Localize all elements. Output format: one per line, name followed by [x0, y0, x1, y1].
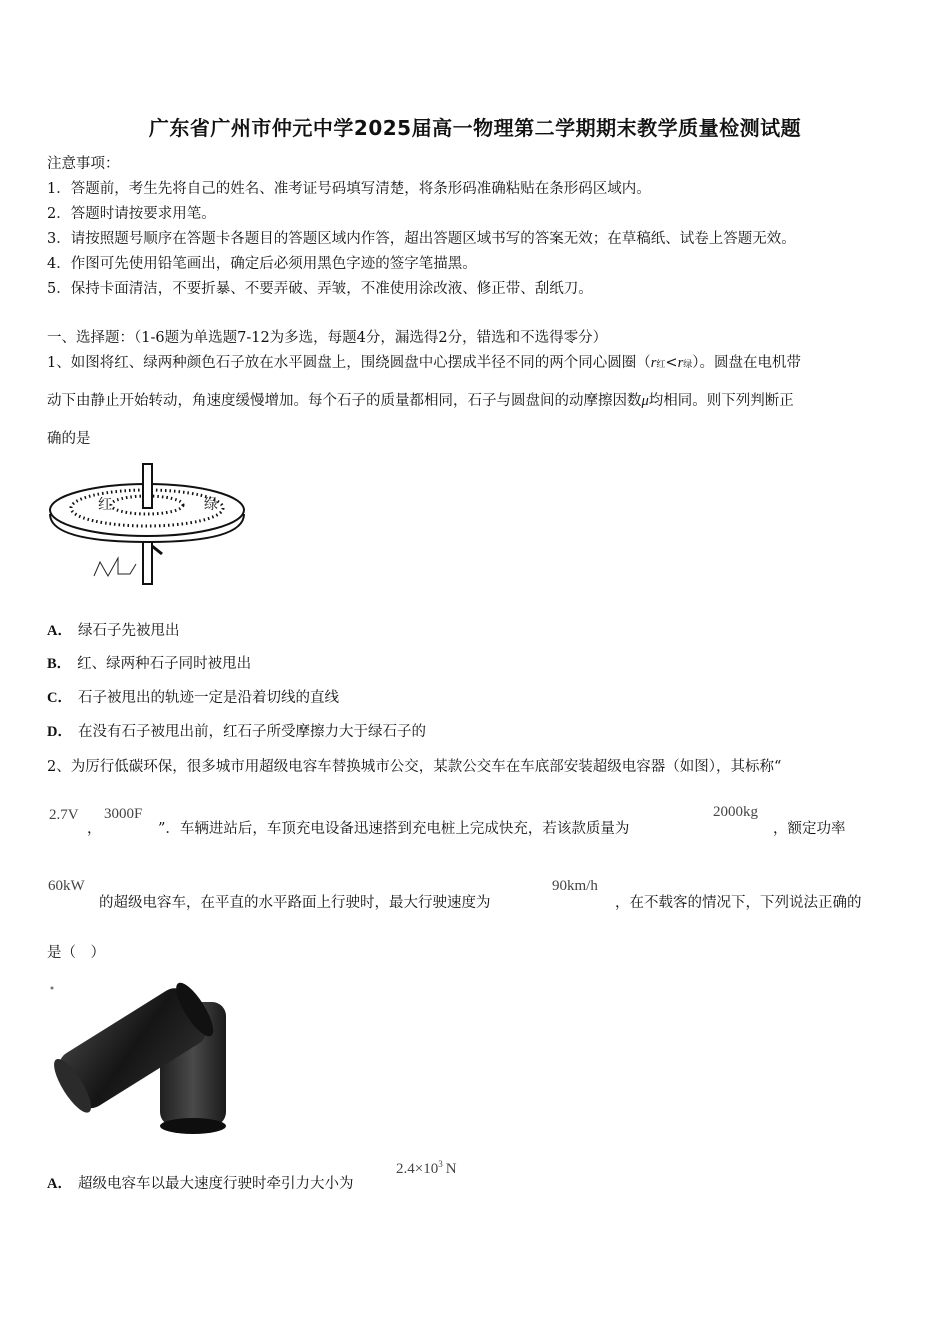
- shaft-mark: [152, 546, 162, 554]
- label-red: 红: [98, 497, 112, 513]
- option-letter: B．: [47, 656, 72, 672]
- q2-line-2b: ，额定功率: [773, 821, 846, 837]
- capacitor-figure: [48, 970, 234, 1136]
- speed-value: 90km/h: [552, 878, 598, 894]
- q2-option-a[interactable]: [47, 1172, 353, 1193]
- capacitance-value: 3000F: [104, 806, 143, 822]
- notice-item-1: 1．答题前，考生先将自己的姓名、准考证号码填写清楚，将条形码准确粘贴在条形码区域内。: [47, 181, 651, 197]
- q2-line-3a: 的超级电容车，在平直的水平路面上行驶时，最大行驶速度为: [99, 895, 491, 911]
- force-unit: N: [445, 1161, 457, 1177]
- q1-text-a: 1、如图将红、绿两种颜色石子放在水平圆盘上，围绕圆盘中心摆成半径不同的两个同心圆圈（: [47, 355, 651, 371]
- option-letter: A．: [47, 623, 72, 639]
- label-green: 绿: [204, 497, 218, 513]
- r-symbol-2: r: [677, 355, 684, 371]
- notice-item-5: 5．保持卡面清洁，不要折暴、不要弄破、弄皱，不准使用涂改液、修正带、刮纸刀。: [47, 281, 593, 297]
- q1-line-2: [47, 389, 794, 410]
- q2-line-3b: ，在不载客的情况下，下列说法正确的: [615, 895, 862, 911]
- option-letter: D．: [47, 724, 72, 740]
- q1-text-c: 动下由静止开始转动，角速度缓慢增加。每个石子的质量都相同，石子与圆盘间的动摩擦因数: [47, 393, 642, 409]
- motor-sketch: [94, 558, 136, 576]
- sub-green: 绿: [683, 360, 693, 370]
- q1-line-3: 确的是: [47, 431, 91, 447]
- q1-option-a[interactable]: [47, 619, 179, 640]
- force-value: [396, 1159, 457, 1178]
- force-times: ×10: [414, 1161, 439, 1177]
- option-letter: C．: [47, 690, 72, 706]
- q1-text-b: ）。圆盘在电机带: [692, 355, 801, 371]
- q1-option-b[interactable]: [47, 652, 251, 673]
- sub-red: 红: [656, 360, 666, 370]
- mass-value: 2000kg: [713, 804, 758, 820]
- option-text: 绿石子先被甩出: [77, 623, 180, 639]
- shaft-upper: [143, 464, 152, 508]
- notice-heading: 注意事项：: [47, 156, 120, 172]
- notice-item-4: 4．作图可先使用铅笔画出，确定后必须用黑色字迹的签字笔描黑。: [47, 256, 477, 272]
- power-value: 60kW: [48, 878, 85, 894]
- q2-line-1: 2、为厉行低碳环保，很多城市用超级电容车替换城市公交，某款公交车在车底部安装超级电容器（如图），其标称“: [47, 759, 782, 775]
- less-than: <: [665, 355, 678, 371]
- voltage-value: 2.7V: [49, 807, 79, 823]
- notice-item-3: 3．请按照题号顺序在答题卡各题目的答题区域内作答，超出答题区域书写的答案无效；在草稿纸、试卷上答题无效。: [47, 231, 796, 247]
- q1-option-c[interactable]: [47, 686, 339, 707]
- q1-line-1: [47, 351, 801, 372]
- force-mantissa: 2.4: [396, 1161, 415, 1177]
- r-symbol: r: [650, 355, 657, 371]
- comma: ，: [87, 821, 102, 837]
- option-text: 红、绿两种石子同时被甩出: [77, 656, 252, 672]
- mu-symbol: μ: [641, 393, 649, 409]
- q1-option-d[interactable]: [47, 720, 426, 741]
- disc-figure: [46, 460, 250, 590]
- option-text: 超级电容车以最大速度行驶时牵引力大小为: [77, 1176, 354, 1192]
- option-text: 在没有石子被甩出前，红石子所受摩擦力大于绿石子的: [77, 724, 426, 740]
- q2-line-2a: ”．车辆进站后，车顶充电设备迅速搭到充电桩上完成快充，若该款质量为: [158, 821, 630, 837]
- force-exponent: 3: [438, 1159, 443, 1169]
- option-letter: A．: [47, 1176, 72, 1192]
- option-text: 石子被甩出的轨迹一定是沿着切线的直线: [77, 690, 339, 706]
- q1-text-d: 均相同。则下列判断正: [648, 393, 794, 409]
- notice-item-2: 2．答题时请按要求用笔。: [47, 206, 216, 222]
- page-title: 广东省广州市仲元中学2025届高一物理第二学期期末教学质量检测试题: [148, 116, 802, 140]
- q2-line-4: 是（ ）: [47, 945, 105, 961]
- section-heading: 一、选择题：（1-6题为单选题7-12为多选，每题4分，漏选得2分，错选和不选得零分）: [47, 330, 608, 346]
